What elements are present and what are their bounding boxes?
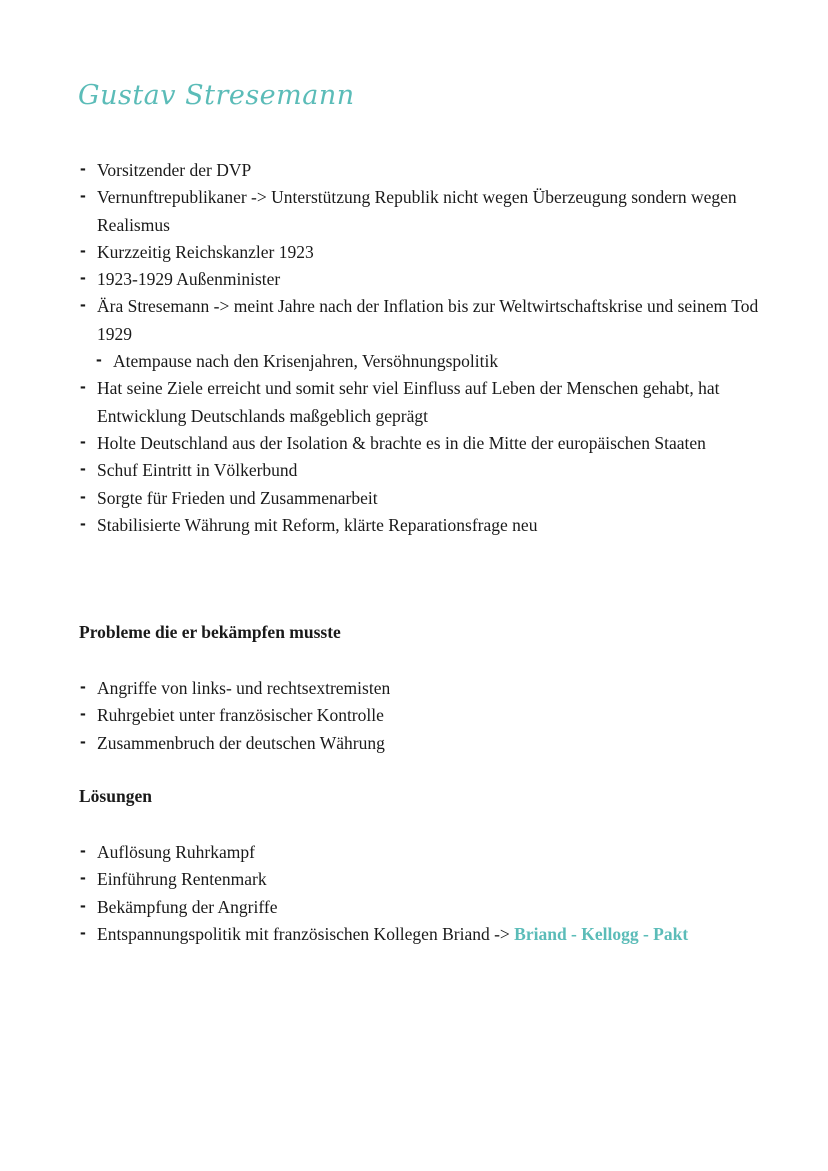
list-item: - Stabilisierte Währung mit Reform, klärte Reparationsfrage neu (80, 512, 760, 539)
list-item: - Einführung Rentenmark (80, 866, 760, 893)
list-item: - Vorsitzender der DVP (80, 157, 760, 184)
list-item (80, 921, 760, 948)
list-item: - Vernunftrepublikaner -> Unterstützung Republik nicht wegen Überzeugung sondern wegen Realismus (80, 184, 760, 239)
list-item: - Angriffe von links- und rechtsextremisten (80, 675, 760, 702)
list-item: - Kurzzeitig Reichskanzler 1923 (80, 239, 760, 266)
list-item: - Ära Stresemann -> meint Jahre nach der Inflation bis zur Weltwirtschaftskrise und seinem Tod 1929 (80, 293, 760, 348)
sub-list-item: - Atempause nach den Krisenjahren, Versöhnungspolitik (80, 348, 760, 375)
list-item: - Ruhrgebiet unter französischer Kontrolle (80, 702, 760, 729)
problems-list (80, 675, 760, 757)
problems-heading: Probleme die er bekämpfen musste (79, 622, 341, 642)
list-item: - Zusammenbruch der deutschen Währung (80, 730, 760, 757)
main-list (80, 157, 760, 539)
solutions-list (80, 839, 760, 948)
list-item: - Hat seine Ziele erreicht und somit sehr viel Einfluss auf Leben der Menschen gehabt, hat Entwicklung Deutschlands maßgeblich geprägt (80, 375, 760, 430)
list-item: - Holte Deutschland aus der Isolation & brachte es in die Mitte der europäischen Staaten (80, 430, 760, 457)
list-item: - Bekämpfung der Angriffe (80, 894, 760, 921)
highlight-term: Briand - Kellogg - Pakt (514, 923, 689, 944)
list-item: - Schuf Eintritt in Völkerbund (80, 457, 760, 484)
solutions-heading: Lösungen (79, 786, 152, 806)
list-item-text: Entspannungspolitik mit französischen Kollegen Briand -> (97, 923, 510, 944)
list-item: - Auflösung Ruhrkampf (80, 839, 760, 866)
page-title: Gustav Stresemann (78, 80, 355, 111)
list-item: - 1923-1929 Außenminister (80, 266, 760, 293)
list-item: - Sorgte für Frieden und Zusammenarbeit (80, 485, 760, 512)
